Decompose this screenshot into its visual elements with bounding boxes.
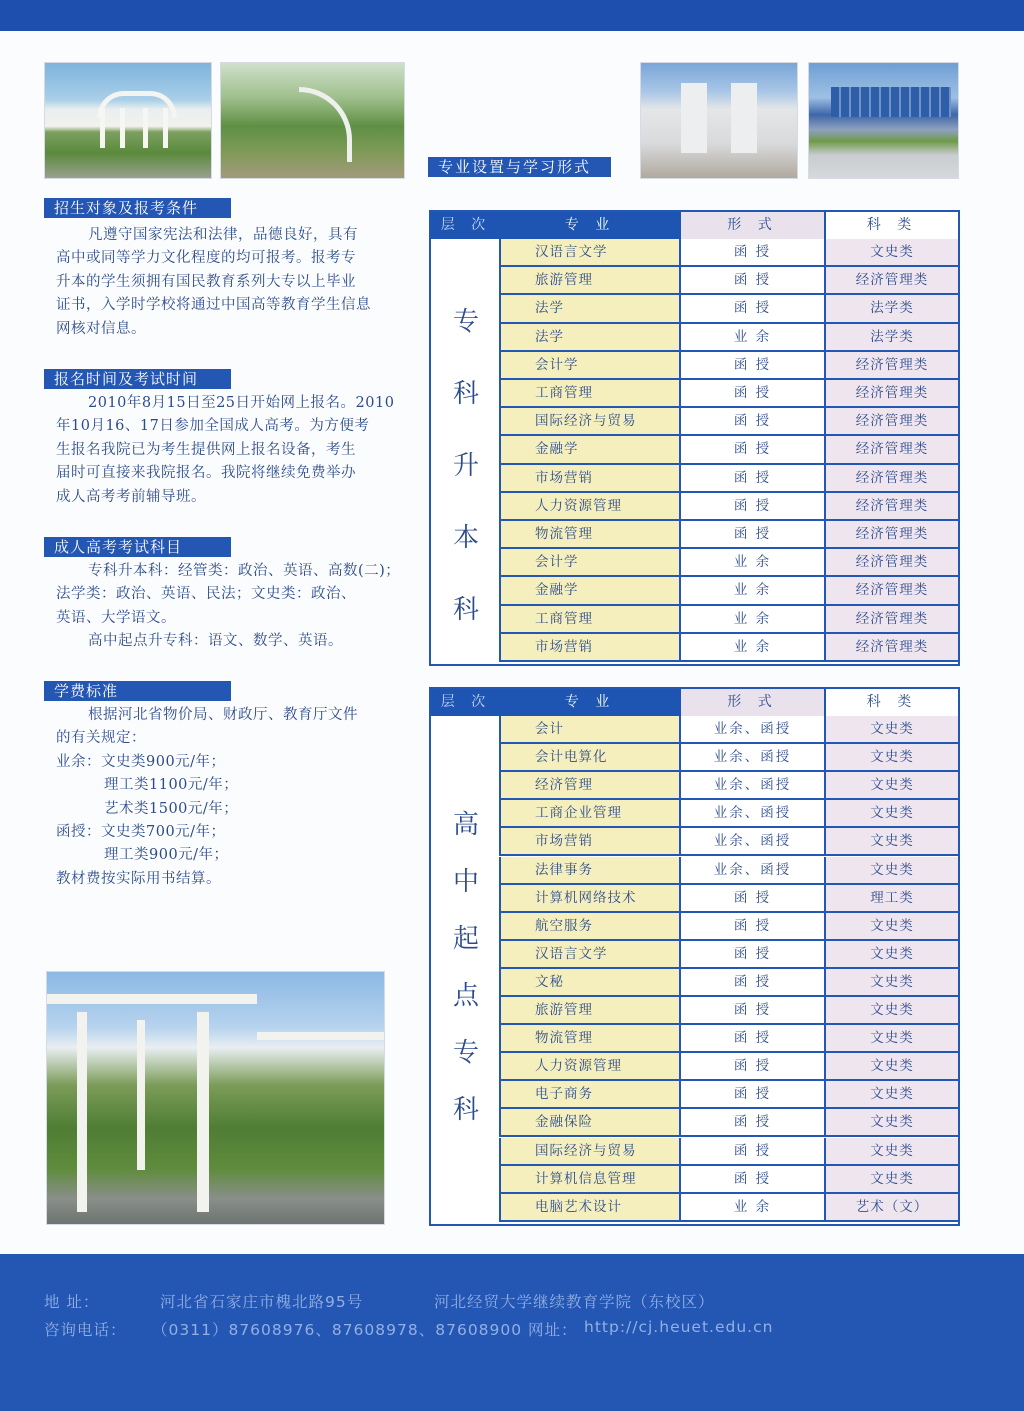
table-row	[499, 267, 958, 295]
form-cell: 函 授	[679, 239, 824, 267]
schedule-text: 2010年8月15日至25日开始网上报名。2010 年10月16、17日参加全国成人高考。为方便考 生报名我院已为考生提供网上报名设备，考生 届时可直接来我院报名。我院将继续免费举办 成人高考考前辅导班。	[56, 395, 395, 505]
major-cell: 法学	[499, 324, 679, 352]
form-cell: 函 授	[679, 1109, 824, 1137]
address: 河北省石家庄市槐北路95号	[160, 1293, 364, 1311]
level-label-undergrad: 专 科 升 本 科	[452, 307, 479, 625]
fees-text: 根据河北省物价局、财政厅、教育厅文件 的有关规定： 业余：文史类900元/年； 理工类1100元/年； 艺术类1500元/年； 函授：文史类700元/年； 理工类900元/年； 教材费按实际用书结算。	[56, 707, 358, 887]
table-row	[499, 1109, 958, 1137]
category-cell: 艺术（文）	[824, 1194, 958, 1222]
form-cell: 函 授	[679, 1053, 824, 1081]
category-cell: 经济管理类	[824, 493, 958, 521]
table-row	[499, 493, 958, 521]
major-cell: 汉语言文学	[499, 239, 679, 267]
campus-photo-gate	[640, 62, 798, 179]
campus-photo-pergola	[46, 971, 385, 1225]
category-cell: 法学类	[824, 324, 958, 352]
header-category: 科 类	[826, 212, 958, 239]
table-row	[499, 324, 958, 352]
major-cell: 物流管理	[499, 1025, 679, 1053]
major-cell: 会计电算化	[499, 744, 679, 772]
major-cell: 市场营销	[499, 465, 679, 493]
section-title-admission: 招生对象及报考条件	[44, 198, 231, 218]
form-cell: 业 余	[679, 577, 824, 605]
category-cell: 经济管理类	[824, 408, 958, 436]
table-title: 专业设置与学习形式	[428, 157, 611, 177]
level-label-college: 高 中 起 点 专 科	[452, 810, 479, 1125]
table-row	[499, 1025, 958, 1053]
major-cell: 电脑艺术设计	[499, 1194, 679, 1222]
category-cell: 文史类	[824, 239, 958, 267]
campus-photo-sculpture	[220, 62, 405, 179]
table-row	[499, 969, 958, 997]
form-cell: 函 授	[679, 295, 824, 323]
major-cell: 人力资源管理	[499, 1053, 679, 1081]
table-row	[499, 577, 958, 605]
table-row	[499, 606, 958, 634]
table-row	[499, 941, 958, 969]
category-cell: 法学类	[824, 295, 958, 323]
header-major: 专 业	[564, 217, 616, 233]
form-cell: 函 授	[679, 521, 824, 549]
section-title-fees: 学费标准	[44, 681, 231, 701]
header-form: 形 式	[681, 689, 824, 716]
major-cell: 计算机信息管理	[499, 1166, 679, 1194]
table-header	[431, 212, 958, 239]
table-row	[499, 1194, 958, 1222]
category-cell: 文史类	[824, 1053, 958, 1081]
admission-text: 凡遵守国家宪法和法律，品德良好，具有 高中或同等学力文化程度的均可报考。报考专 升本的学生须拥有国民教育系列大专以上毕业 证书，入学时学校将通过中国高等教育学生信息 网核对信息。	[56, 227, 371, 337]
category-cell: 文史类	[824, 1138, 958, 1166]
table-undergrad	[429, 210, 960, 666]
table-row	[499, 913, 958, 941]
table-row	[499, 436, 958, 464]
table-row	[499, 716, 958, 744]
major-cell: 经济管理	[499, 772, 679, 800]
major-cell: 人力资源管理	[499, 493, 679, 521]
major-cell: 市场营销	[499, 828, 679, 856]
form-cell: 业余、函授	[679, 800, 824, 828]
category-cell: 文史类	[824, 1025, 958, 1053]
school-name: 河北经贸大学继续教育学院（东校区）	[434, 1293, 715, 1311]
major-cell: 金融学	[499, 436, 679, 464]
major-cell: 汉语言文学	[499, 941, 679, 969]
table-row	[499, 549, 958, 577]
form-cell: 业 余	[679, 634, 824, 662]
category-cell: 文史类	[824, 772, 958, 800]
section-title-schedule: 报名时间及考试时间	[44, 369, 231, 389]
major-cell: 航空服务	[499, 913, 679, 941]
table-row	[499, 352, 958, 380]
category-cell: 经济管理类	[824, 606, 958, 634]
category-cell: 文史类	[824, 800, 958, 828]
phone-label: 咨询电话：	[44, 1321, 127, 1339]
header-level: 层 次	[440, 694, 492, 710]
form-cell: 函 授	[679, 1025, 824, 1053]
major-cell: 工商企业管理	[499, 800, 679, 828]
category-cell: 文史类	[824, 1166, 958, 1194]
form-cell: 业余、函授	[679, 857, 824, 885]
category-cell: 经济管理类	[824, 465, 958, 493]
category-cell: 文史类	[824, 716, 958, 744]
table-row	[499, 295, 958, 323]
form-cell: 业 余	[679, 549, 824, 577]
table-row	[499, 772, 958, 800]
form-cell: 函 授	[679, 267, 824, 295]
form-cell: 函 授	[679, 436, 824, 464]
form-cell: 函 授	[679, 493, 824, 521]
category-cell: 经济管理类	[824, 577, 958, 605]
form-cell: 函 授	[679, 465, 824, 493]
major-cell: 市场营销	[499, 634, 679, 662]
form-cell: 函 授	[679, 1138, 824, 1166]
address-label: 地 址：	[44, 1293, 100, 1311]
major-cell: 文秘	[499, 969, 679, 997]
header-form: 形 式	[681, 212, 824, 239]
category-cell: 经济管理类	[824, 267, 958, 295]
table-row	[499, 239, 958, 267]
category-cell: 文史类	[824, 941, 958, 969]
header-category: 科 类	[826, 689, 958, 716]
table-row	[499, 521, 958, 549]
major-cell: 工商管理	[499, 606, 679, 634]
major-cell: 物流管理	[499, 521, 679, 549]
table-row	[499, 1081, 958, 1109]
form-cell: 业余、函授	[679, 828, 824, 856]
form-cell: 函 授	[679, 941, 824, 969]
category-cell: 文史类	[824, 997, 958, 1025]
major-cell: 国际经济与贸易	[499, 1138, 679, 1166]
category-cell: 经济管理类	[824, 352, 958, 380]
section-title-subjects: 成人高考考试科目	[44, 537, 231, 557]
category-cell: 文史类	[824, 1081, 958, 1109]
form-cell: 业 余	[679, 1194, 824, 1222]
form-cell: 函 授	[679, 913, 824, 941]
header-level: 层 次	[440, 217, 492, 233]
table-row	[499, 408, 958, 436]
table-row	[499, 465, 958, 493]
form-cell: 函 授	[679, 1081, 824, 1109]
table-row	[499, 828, 958, 856]
subjects-text: 专科升本科：经管类：政治、英语、高数(二)； 法学类：政治、英语、民法；文史类：政治、 英语、大学语文。 高中起点升专科：语文、数学、英语。	[56, 563, 401, 650]
major-cell: 会计学	[499, 352, 679, 380]
website-link[interactable]: http://cj.heuet.edu.cn	[584, 1318, 774, 1336]
major-cell: 旅游管理	[499, 997, 679, 1025]
form-cell: 函 授	[679, 1166, 824, 1194]
website-label: 网址：	[528, 1321, 578, 1339]
table-row	[499, 744, 958, 772]
footer	[0, 1254, 1024, 1411]
table-row	[499, 997, 958, 1025]
form-cell: 业余、函授	[679, 772, 824, 800]
major-cell: 旅游管理	[499, 267, 679, 295]
table-row	[499, 857, 958, 885]
category-cell: 经济管理类	[824, 549, 958, 577]
form-cell: 函 授	[679, 408, 824, 436]
table-row	[499, 800, 958, 828]
major-cell: 金融保险	[499, 1109, 679, 1137]
table-header	[431, 689, 958, 716]
category-cell: 经济管理类	[824, 634, 958, 662]
category-cell: 经济管理类	[824, 521, 958, 549]
form-cell: 函 授	[679, 969, 824, 997]
major-cell: 法律事务	[499, 857, 679, 885]
phone-numbers: （0311）87608976、87608978、87608900	[152, 1321, 523, 1339]
table-row	[499, 1053, 958, 1081]
major-cell: 会计	[499, 716, 679, 744]
category-cell: 经济管理类	[824, 436, 958, 464]
form-cell: 业 余	[679, 606, 824, 634]
category-cell: 文史类	[824, 857, 958, 885]
category-cell: 文史类	[824, 1109, 958, 1137]
major-cell: 会计学	[499, 549, 679, 577]
major-cell: 法学	[499, 295, 679, 323]
form-cell: 业 余	[679, 324, 824, 352]
table-row	[499, 1166, 958, 1194]
form-cell: 函 授	[679, 885, 824, 913]
campus-photo-building	[808, 62, 959, 179]
major-cell: 电子商务	[499, 1081, 679, 1109]
form-cell: 业余、函授	[679, 744, 824, 772]
major-cell: 金融学	[499, 577, 679, 605]
category-cell: 文史类	[824, 913, 958, 941]
form-cell: 业余、函授	[679, 716, 824, 744]
category-cell: 理工类	[824, 885, 958, 913]
top-bar	[0, 0, 1024, 31]
form-cell: 函 授	[679, 352, 824, 380]
category-cell: 文史类	[824, 744, 958, 772]
category-cell: 经济管理类	[824, 380, 958, 408]
header-major: 专 业	[564, 694, 616, 710]
major-cell: 计算机网络技术	[499, 885, 679, 913]
category-cell: 文史类	[824, 828, 958, 856]
form-cell: 函 授	[679, 380, 824, 408]
table-row	[499, 885, 958, 913]
table-row	[499, 1138, 958, 1166]
major-cell: 国际经济与贸易	[499, 408, 679, 436]
category-cell: 文史类	[824, 969, 958, 997]
major-cell: 工商管理	[499, 380, 679, 408]
form-cell: 函 授	[679, 997, 824, 1025]
table-college	[429, 687, 960, 1226]
table-row	[499, 380, 958, 408]
table-row	[499, 634, 958, 662]
campus-photo-arch	[44, 62, 212, 179]
